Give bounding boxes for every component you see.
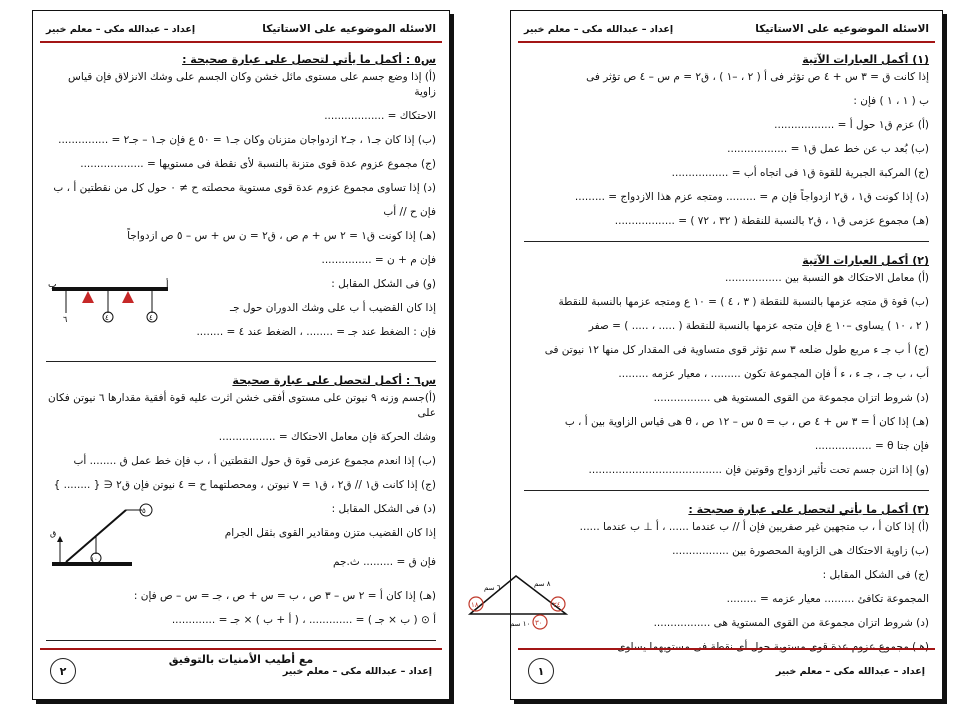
weight-label: ٥ [142,507,146,515]
question-line: ( ٢ ، ١٠ ) يساوى –١٠ ع فإن متجه عزمها بالنسبة للنقطة ( ..... ، ..... ) = صفر [588,320,929,332]
question-line: (ب) قوة ق متجه عزمها بالنسبة للنقطة ( ٣ ، ٤ ) = ١٠ ع ومتجه عزمها بالنسبة للنقطة [558,296,929,308]
section-title: س٦ : أكمل لتحصل على عبارة صحيحة [232,374,436,387]
question-line: (ب) إذا كان جـ١ ، جـ٢ ازدواجان متزنان وكان جـ١ = ٥٠ ع فإن جـ١ – جـ٢ = ............... [58,134,436,146]
header-author: إعداد – عبدالله مكى – معلم خبير [46,23,196,35]
question-line: (ب) إذا انعدم مجموع عزمى قوة ق حول النقطتين أ ، ب فإن خط عمل ق ........ أب [73,455,436,467]
footer-author: إعداد – عبدالله مكى – معلم خبير [775,665,925,677]
rod-figure [46,502,156,579]
page-one [470,10,943,700]
question-line: (ج) المركبة الجبرية للقوة ق١ فى اتجاه أب = ................. [671,167,929,179]
question-line: (هـ) مجموع عزمى ق١ ، ق٢ بالنسبة للنقطة ( ٣٢ ، ٧٢ ) = .................. [614,215,929,227]
beam-end-a: أ [166,280,169,290]
footer-author: إعداد – عبدالله مكى – معلم خبير [282,665,432,677]
question-line: إذا كان القضيب متزن ومقادير القوى بثقل الجرام [224,527,436,539]
page-number: ١ [528,658,554,684]
side-label: ٨ سم [533,580,551,588]
question-line: إذا كان القضيب أ ب على وشك الدوران حول جـ [230,302,436,314]
load-label: ٤ [149,314,153,322]
force-label: ق [50,529,57,538]
question-line: (و) إذا اتزن جسم تحت تأثير ازدواج وقوتين فإن ........................................ [588,464,929,476]
question-line: (هـ) مجموع عزوم عدة قوى مستوية حول أى نقطة فى مستويهما يساوى ......... [583,641,929,653]
question-line: (و) فى الشكل المقابل : [331,278,436,290]
question-line: (أ) إذا كان أ ، ب متجهين غير صفريين فإن أ // ب عندما ...... ، أ ⊥ ب عندما ...... [579,521,929,533]
question-line: (هـ) إذا كان أ = ٣ س + ٤ ص ، ب = ٥ س – ١٢ ص ، θ هى قياس الزاوية بين أ ، ب [564,416,929,428]
section-title: (٣) أكمل ما يأتي لتحصل على عبارة صحيحة : [688,503,929,516]
header-title: الاسئله الموضوعيه على الاستاتيكا [755,23,929,35]
force-label: ٢٤ [552,601,561,609]
question-line: فإن ق = ......... ث.جم [333,556,436,568]
section-divider [524,241,929,242]
section-title: (٢) أكمل العبارات الآتية [802,254,929,267]
force-label: ٣٠ [534,619,543,627]
load-label: ٦ [63,315,68,324]
question-line: فإن : الضغط عند جـ = ........ ، الضغط عند ٤ = ........ [196,326,436,338]
page-header [518,17,935,43]
arrow-head [57,536,63,542]
question-line: (د) شروط اتزان مجموعة من القوى المستوية هى ................. [653,392,929,404]
question-line: (ب) بُعد ب عن خط عمل ق١ = .................. [727,143,929,155]
question-line: الاحتكاك = .................. [324,110,436,122]
side-label: ٦ سم [483,584,501,592]
triangle-figure [454,568,584,635]
beam-figure [46,277,176,330]
question-line: فإن ح // أب [383,206,436,218]
section-title: س٥ : أكمل ما يأتي لتحصل على عبارة صحيحة : [182,53,436,66]
page-footer [40,648,442,692]
question-line: (ج) أ ب جـ ء مربع طول ضلعه ٣ سم تؤثر قوى متساوية فى المقدار كل منها ١٢ نيوتن فى [544,344,929,356]
section-divider [46,361,436,362]
page-number: ٢ [50,658,76,684]
question-line: (أ) معامل الاحتكاك هو النسبة بين ................. [724,272,929,284]
question-line: (د) إذا تساوى مجموع عزوم عدة قوى مستوية محصلته ح ≠ ٠ حول كل من نقطتين أ ، ب [53,182,436,194]
question-line: (ج) مجموع عزوم عدة قوى متزنة بالنسبة لأى نقطة فى مستويها = ................... [80,158,436,170]
question-line: (ج) إذا كانت ق١ // ق٢ ، ق١ = ٧ نيوتن ، ومحصلتهما ح = ٤ نيوتن فإن ق٢ ∈ { ........ } [53,479,436,491]
question-line: (د) إذا كونت ق١ ، ق٢ ازدواجاً فإن م = ......... ومتجه عزم هذا الازدواج = ......... [574,191,929,203]
question-line: ب ( ١ ، ١ ) فإن : [853,95,929,107]
question-line: (ج) فى الشكل المقابل : [822,569,929,581]
page-footer [518,648,935,692]
header-title: الاسئله الموضوعيه على الاستاتيكا [262,23,436,35]
section-divider [524,490,929,491]
question-line: (هـ) إذا كان أ = ٢ س – ٣ ص ، ب = س + ص ، جـ = س – ص فإن : [133,590,436,602]
question-line: إذا كانت ق = ٣ س + ٤ ص تؤثر فى أ ( ٢ ، –١ ) ، ق٢ = م س – ٤ ص تؤثر فى [586,71,929,83]
question-line: (د) فى الشكل المقابل : [331,503,436,515]
section-title: (١) أكمل العبارات الآتية [802,53,929,66]
support-left [82,291,94,303]
question-line: أب ، ب جـ ، جـ ء ، ء أ فإن المجموعة تكون ......... ، معيار عزمه ......... [618,368,929,380]
support-right [122,291,134,303]
question-line: المجموعة تكافئ ......... معيار عزمه = ......... [726,593,929,605]
page-header [40,17,442,43]
question-line: (هـ) إذا كونت ق١ = ٢ س + م ص ، ق٢ = ن س + س – ٥ ص ازدواجاً [127,230,436,242]
question-line: (أ) إذا وضع جسم على مستوى مائل خشن وكان الجسم على وشك الانزلاق فإن قياس زاوية [68,71,436,98]
question-line: وشك الحركة فإن معامل الاحتكاك = ................. [218,431,436,443]
closing-message: مع أطيب الأمنيات بالتوفيق [168,653,314,666]
question-line: (ب) زاوية الاحتكاك هى الزاوية المحصورة بين ................. [672,545,929,557]
section-divider [46,640,436,641]
force-label: ١٨ [470,601,479,609]
question-line: (د) شروط اتزان مجموعة من القوى المستوية هى ................. [653,617,929,629]
question-line: أ ⊙ ( ب × جـ ) = ............. ، ( أ + ب ) × جـ = ............. [171,614,436,626]
load-label: ٤ [105,314,109,322]
question-line: فإن م + ن = ............... [321,254,436,266]
header-author: إعداد – عبدالله مكى – معلم خبير [524,23,674,35]
beam-rod [52,287,168,291]
beam-end-b: ب [48,280,57,290]
question-line: فإن جتا θ = ................. [814,440,929,452]
question-line: (أ)جسم وزنه ٩ نيوتن على مستوى أفقى خشن اثرت عليه قوة أفقية مقدارها ٦ نيوتن فكان على [48,392,436,419]
question-line: (أ) عزم ق١ حول أ = .................. [774,119,929,131]
side-label: ١٠ سم [509,620,531,628]
page-two [32,10,450,700]
weight-label: ١٠ [91,556,98,563]
triangle [470,576,566,614]
